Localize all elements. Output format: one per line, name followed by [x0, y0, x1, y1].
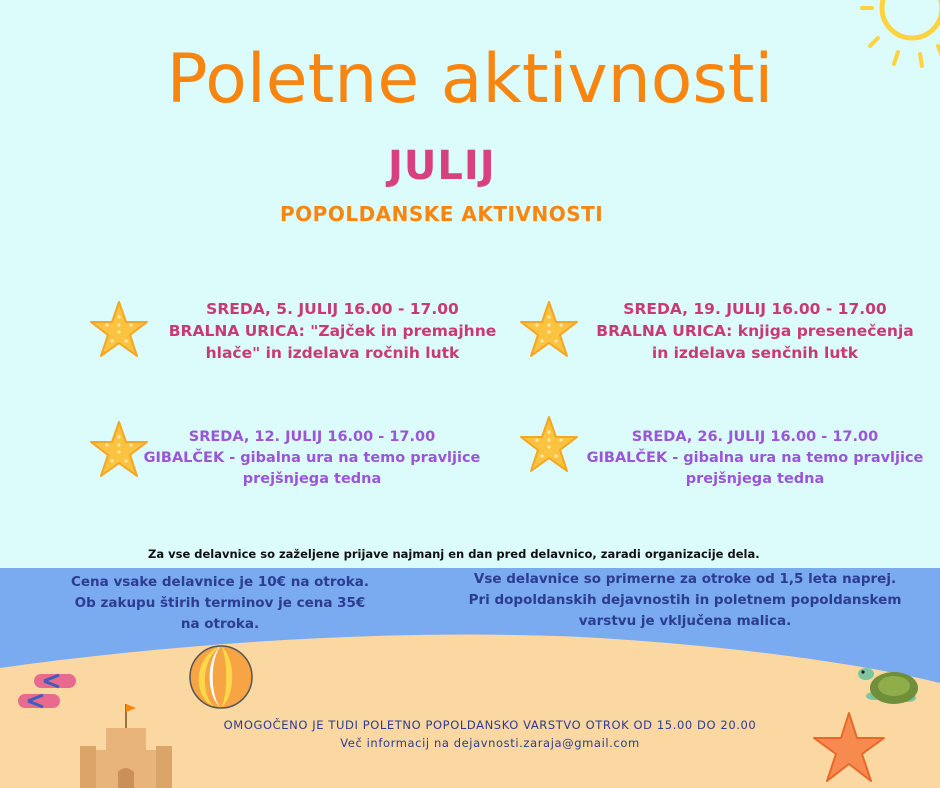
- event-4: [585, 427, 925, 490]
- price-info: [40, 572, 400, 635]
- subtitle: POPOLDANSKE AKTIVNOSTI: [280, 202, 604, 226]
- event-desc-line: GIBALČEK - gibalna ura na temo pravljice: [586, 450, 924, 466]
- turtle-icon: [856, 660, 926, 710]
- price-line: Ob zakupu štirih terminov je cena 35€: [74, 595, 366, 611]
- page-title: Poletne aktivnosti: [166, 40, 774, 119]
- event-desc-line: in izdelava senčnih lutk: [651, 344, 859, 362]
- event-2: [585, 298, 925, 364]
- sandcastle-icon: [70, 700, 180, 788]
- starfish-icon: [518, 415, 580, 477]
- event-desc-line: prejšnjega tedna: [685, 471, 825, 487]
- event-desc-line: BRALNA URICA: "Zajček in premajhne: [168, 322, 497, 340]
- event-date: SREDA, 5. JULIJ 16.00 - 17.00: [206, 300, 459, 318]
- event-1: [160, 298, 505, 364]
- event-3: [142, 427, 482, 490]
- event-date: SREDA, 19. JULIJ 16.00 - 17.00: [623, 300, 887, 318]
- starfish-icon: [88, 300, 150, 362]
- month-heading: JULIJ: [388, 143, 496, 189]
- age-line: Vse delavnice so primerne za otroke od 1,5 leta naprej.: [473, 571, 897, 587]
- event-date: SREDA, 12. JULIJ 16.00 - 17.00: [188, 429, 436, 445]
- age-line: varstvu je vključena malica.: [578, 613, 792, 629]
- registration-note: Za vse delavnice so zaželjene prijave najmanj en dan pred delavnico, zaradi organizacije dela.: [148, 547, 760, 561]
- event-desc-line: BRALNA URICA: knjiga presenečenja: [596, 322, 914, 340]
- event-desc-line: prejšnjega tedna: [242, 471, 382, 487]
- footer-line: OMOGOČENO JE TUDI POLETNO POPOLDANSKO VARSTVO OTROK OD 15.00 DO 20.00: [223, 718, 757, 732]
- age-info: [440, 569, 930, 632]
- contact-line: Več informacij na dejavnosti.zaraja@gmail.com: [340, 736, 640, 750]
- price-line: Cena vsake delavnice je 10€ na otroka.: [70, 574, 369, 590]
- beach-ball-icon: [188, 644, 254, 710]
- event-date: SREDA, 26. JULIJ 16.00 - 17.00: [631, 429, 879, 445]
- age-line: Pri dopoldanskih dejavnostih in poletnem popoldanskem: [468, 592, 902, 608]
- price-line: na otroka.: [180, 616, 260, 632]
- starfish-icon: [518, 300, 580, 362]
- event-desc-line: hlače" in izdelava ročnih lutk: [205, 344, 460, 362]
- starfish-icon: [88, 420, 150, 482]
- event-desc-line: GIBALČEK - gibalna ura na temo pravljice: [143, 450, 481, 466]
